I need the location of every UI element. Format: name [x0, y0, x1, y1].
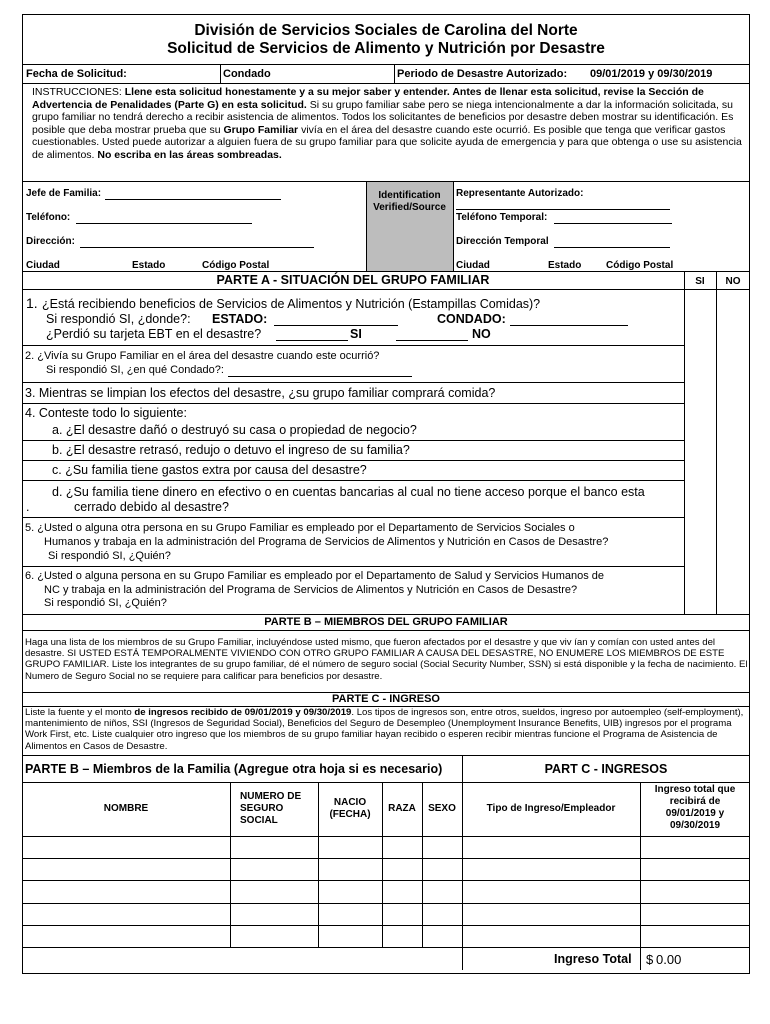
col-tipo-ingreso: Tipo de Ingreso/Empleador [486, 803, 616, 814]
q4d-dot: . [26, 500, 30, 514]
q5-text-2: Humanos y trabaja en la administración del Programa de Servicios de Alimentos y Nutrición en Casos de Desastre? [44, 536, 609, 548]
q1-no-label: NO [472, 327, 491, 341]
table-left-title: PARTE B – Miembros de la Familia (Agregue otra hoja si es necesario) [25, 762, 443, 776]
q1-condado-input[interactable] [511, 311, 627, 325]
q1-text: ¿Está recibiendo beneficios de Servicios de Alimentos y Nutrición (Estampillas Comidas)? [42, 297, 541, 311]
q5-text-3: Si respondió SI, ¿Quién? [48, 550, 171, 562]
q2-condado-input[interactable] [229, 362, 411, 376]
condado-input[interactable] [275, 66, 390, 82]
dir-temp-label: Dirección Temporal [456, 236, 549, 247]
instructions-text: INSTRUCCIONES: Llene esta solicitud honestamente y a su mejor saber y entender. Antes de llenar esta solicitud, revise la Sección de Advertencia de Penalidades (Parte G) en esta solicitud. Si su grupo familiar sabe pero se niega intencionalmente a dar la información solicitada, su grupo familiar no tendrá derecho a recibir asistencia de alimentos. Todos los solicitantes de beneficios por desastre deben mostrar su identificación. Es posible que deba mostrar prueba que su Grupo Familiar vivía en el área del desastre cuando este ocurrió. Es posible que tenga que verificar gastos cuestionables. Usted puede autorizar a alguien fuera de su grupo familiar para que solicite ayuda de emergencia y para que obtenga o use su asistencia de alimentos. No escriba en las áreas sombreadas. [32, 86, 742, 161]
rep-input[interactable] [590, 186, 670, 200]
q1-si-label: SI [350, 327, 362, 341]
parte-c-title: PARTE C - INGRESO [332, 693, 440, 705]
table-row[interactable] [23, 904, 750, 925]
col-ssn-3: SOCIAL [240, 815, 278, 826]
q6-text-3: Si respondió SI, ¿Quién? [44, 597, 167, 609]
q4b-text: b. ¿El desastre retrasó, redujo o detuvo el ingreso de su familia? [52, 443, 410, 457]
parte-a-title: PARTE A - SITUACIÓN DEL GRUPO FAMILIAR [216, 273, 490, 287]
col-total-2: recibirá de [669, 796, 721, 807]
tel-temp-input[interactable] [555, 209, 671, 223]
fecha-input[interactable] [130, 66, 216, 82]
col-nacio-1: NACIO [333, 797, 367, 808]
q1-ebt: ¿Perdió su tarjeta EBT en el desastre? [46, 327, 262, 341]
parte-c-text: Liste la fuente y el monto de ingresos recibido de 09/01/2019 y 09/30/2019. Los tipos de ingresos son, entre otros, sueldos, ingreso por autoempleo (self-employment), mantenimiento de niños, SSI (Ingresos de Seguridad Social), Beneficios del Seguro de Desempleo (Unemployment Insurance Benefits, UIB) ingresos por el programa Work First, etc. Liste cualquier otro ingreso que los miembros de su grupo familiar hayan recibido o esperen recibir mientras funcione el Programa de Asistencia de Alimentos en Casos de Desastre. [25, 707, 744, 752]
direccion-input[interactable] [81, 233, 313, 247]
periodo-value: 09/01/2019 y 09/30/2019 [590, 68, 713, 80]
periodo-label: Periodo de Desastre Autorizado: [397, 68, 568, 80]
q6-text-1: 6. ¿Usted o alguna persona en su Grupo Familiar es empleado por el Departamento de Salud y Servicios Humanos de [25, 570, 605, 582]
q4c-text: c. ¿Su familia tiene gastos extra por causa del desastre? [52, 463, 367, 477]
parte-b-text: Haga una lista de los miembros de su Grupo Familiar, incluyéndose usted mismo, que fueron afectados por el desastre y que viv ían y comían con usted antes del desastre. SI USTED ESTÁ TEMPORALMENTE VIVIENDO CON OTRO GRUPO FAMILIAR A CAUSA DEL DESASTRE, NO ENUMERE LOS MIEMBROS DE ESTE GRUPO FAMILIAR. Liste los integrantes de su grupo familiar, dé el número de seguro social (Social Security Number, SSN) si está disponible y la fecha de nacimiento. El Numero de Seguro Social no se requiere para calificar para beneficios por desastre. [25, 637, 748, 682]
telefono-input[interactable] [77, 209, 251, 223]
fecha-label: Fecha de Solicitud: [26, 68, 127, 80]
condado-label: Condado [223, 68, 271, 80]
q6-text-2: NC y trabaja en la administración del Programa de Servicios de Alimentos y Nutrición en Casos de Desastre? [44, 584, 578, 596]
col-nacio-2: (FECHA) [329, 809, 371, 820]
table-row[interactable] [23, 859, 750, 880]
rep-ciudad-label: Ciudad [456, 260, 490, 271]
parte-b-title: PARTE B – MIEMBROS DEL GRUPO FAMILIAR [264, 616, 508, 628]
rep-codigo-label: Código Postal [606, 260, 674, 271]
col-sexo: SEXO [428, 803, 456, 814]
ingreso-total-value[interactable]: 0.00 [656, 952, 682, 967]
q4d-text: d. ¿Su familia tiene dinero en efectivo o en cuentas bancarias al cual no tiene acceso porque el banco esta [52, 485, 645, 499]
table-row[interactable] [23, 926, 750, 947]
jefe-label: Jefe de Familia: [26, 188, 102, 199]
table-row[interactable] [23, 837, 750, 858]
estado-label: Estado [132, 260, 166, 271]
telefono-label: Teléfono: [26, 212, 71, 223]
rep-estado-label: Estado [548, 260, 582, 271]
q1-estado-label: ESTADO: [212, 312, 268, 326]
q5-text-1: 5. ¿Usted o alguna otra persona en su Grupo Familiar es empleado por el Departamento de Servicios Sociales o [25, 522, 575, 534]
rep-label: Representante Autorizado: [456, 188, 584, 199]
q3-text: 3. Mientras se limpian los efectos del desastre, ¿su grupo familiar comprará comida? [25, 386, 496, 400]
tel-temp-label: Teléfono Temporal: [456, 212, 548, 223]
q1-estado-input[interactable] [275, 311, 397, 325]
q1-number: 1. [26, 295, 38, 311]
col-raza: RAZA [388, 803, 416, 814]
ciudad-label: Ciudad [26, 260, 60, 271]
form-title-line1: División de Servicios Sociales de Carolina del Norte [194, 22, 578, 39]
table-right-title: PART C - INGRESOS [544, 762, 668, 776]
col-si-header: SI [695, 276, 705, 287]
col-total-4: 09/30/2019 [669, 820, 721, 831]
codigo-label: Código Postal [202, 260, 270, 271]
col-ssn-2: SEGURO [240, 803, 284, 814]
q4a-text: a. ¿El desastre dañó o destruyó su casa o propiedad de negocio? [52, 423, 417, 437]
col-ssn-1: NUMERO DE [240, 791, 302, 802]
dir-temp-input[interactable] [555, 233, 669, 247]
col-no-header: NO [725, 276, 741, 287]
currency-symbol: $ [646, 952, 654, 967]
q2-text: 2. ¿Vivía su Grupo Familiar en el área del desastre cuando este ocurrió? [25, 350, 380, 362]
q4d-text-2: cerrado debido al desastre? [74, 500, 229, 514]
q4-text: 4. Conteste todo lo siguiente: [25, 406, 187, 420]
id-box-line1: Identification [378, 190, 441, 201]
col-nombre: NOMBRE [103, 803, 149, 814]
table-row[interactable] [23, 881, 750, 903]
form-title-line2: Solicitud de Servicios de Alimento y Nutrición por Desastre [167, 40, 605, 57]
jefe-input[interactable] [106, 185, 280, 199]
id-box-line2: Verified/Source [373, 202, 446, 213]
q1-condado-label: CONDADO: [437, 312, 506, 326]
col-total-3: 09/01/2019 y [665, 808, 725, 819]
q2-sub: Si respondió SI, ¿en qué Condado?: [46, 364, 224, 376]
q1-where: Si respondió SI, ¿donde?: [46, 312, 191, 326]
col-total-1: Ingreso total que [654, 784, 736, 795]
direccion-label: Dirección: [26, 236, 75, 247]
ingreso-total-label: Ingreso Total [554, 952, 632, 966]
